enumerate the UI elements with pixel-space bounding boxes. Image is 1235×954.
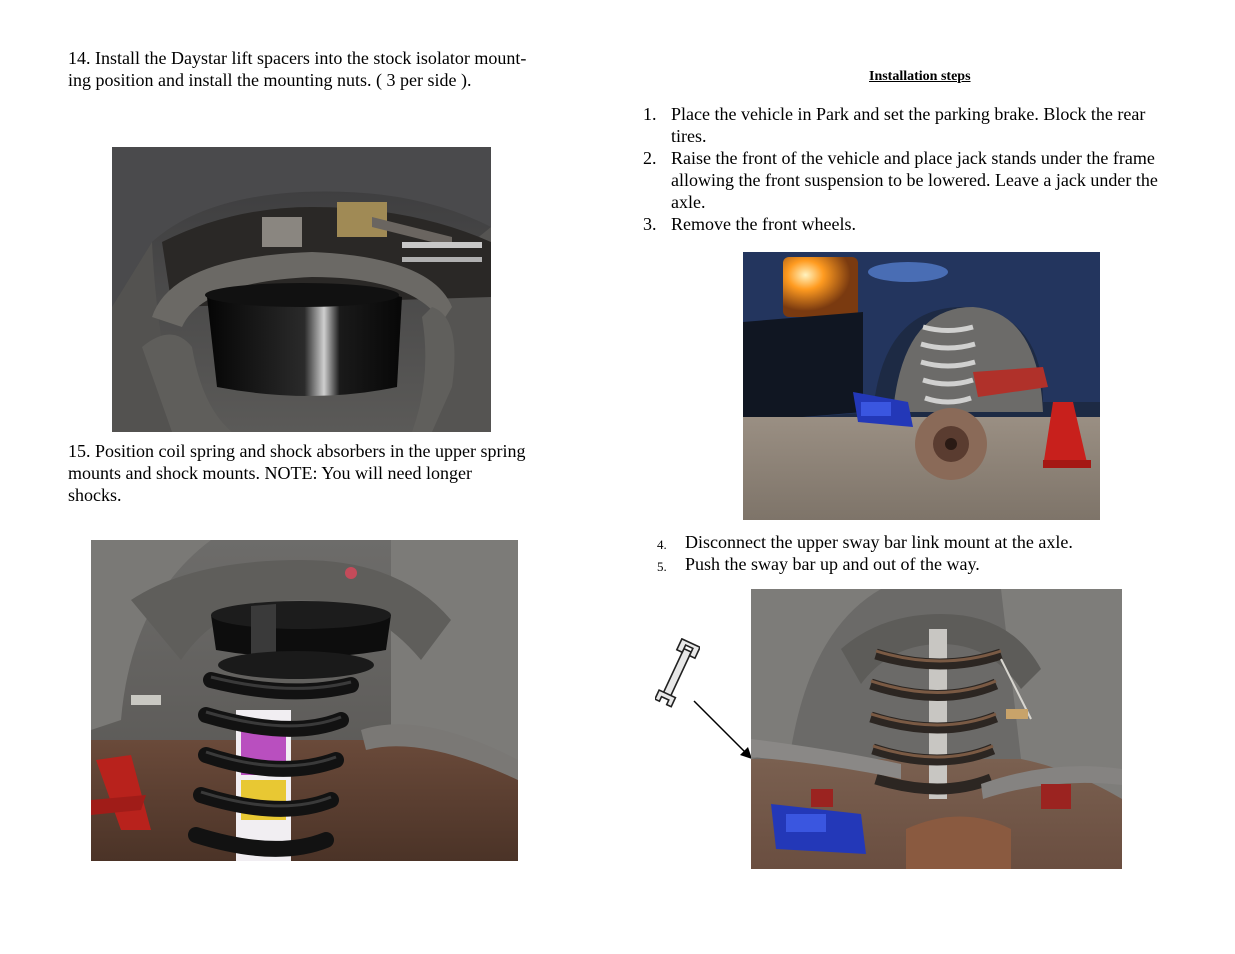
step-5-text: Push the sway bar up and out of the way.: [685, 554, 980, 574]
photo-lift-spacer: [112, 147, 491, 432]
photo-truck-wheel-removed: [743, 252, 1100, 520]
step-2-line1: Raise the front of the vehicle and place jack stands under the frame: [671, 148, 1155, 168]
step-4-number: 4.: [657, 537, 667, 552]
photo-coil-spring-shock: [91, 540, 518, 861]
steps-list: [643, 103, 1203, 235]
step14-line2: ing position and install the mounting nuts. ( 3 per side ).: [68, 70, 472, 90]
step-3: [643, 213, 1203, 235]
photo-sway-bar-link-drawing: [751, 589, 1122, 869]
step-1-number: 1.: [643, 104, 657, 124]
step-4-text: Disconnect the upper sway bar link mount at the axle.: [685, 532, 1073, 552]
step-1-line1: Place the vehicle in Park and set the parking brake. Block the rear: [671, 104, 1146, 124]
step-4: [657, 531, 1157, 553]
installation-heading: Installation steps: [869, 69, 971, 84]
step-2-line3: axle.: [671, 192, 706, 212]
step-2-number: 2.: [643, 148, 657, 168]
photo-truck-wheel-removed-drawing: [743, 252, 1100, 520]
step-3-number: 3.: [643, 214, 657, 234]
step-1-line2: tires.: [671, 126, 707, 146]
step15-line1: 15. Position coil spring and shock absorbers in the upper spring: [68, 441, 526, 461]
step-5: [657, 553, 1157, 575]
photo-sway-bar-link: [751, 589, 1122, 869]
step15-line2: mounts and shock mounts. NOTE: You will need longer: [68, 463, 472, 483]
step-1: [643, 103, 1203, 147]
step-2-line2: allowing the front suspension to be lowered. Leave a jack under the: [671, 170, 1158, 190]
step15-line3: shocks.: [68, 485, 122, 505]
photo-lift-spacer-drawing: [112, 147, 491, 432]
wrench-icon: [655, 638, 700, 708]
step14-line1: 14. Install the Daystar lift spacers into the stock isolator mount-: [68, 48, 527, 68]
step-5-number: 5.: [657, 559, 667, 574]
steps-list-b: [657, 531, 1157, 575]
step-3-line1: Remove the front wheels.: [671, 214, 856, 234]
arrow-icon: [692, 699, 754, 761]
step-2: [643, 147, 1203, 213]
photo-coil-spring-shock-drawing: [91, 540, 518, 861]
